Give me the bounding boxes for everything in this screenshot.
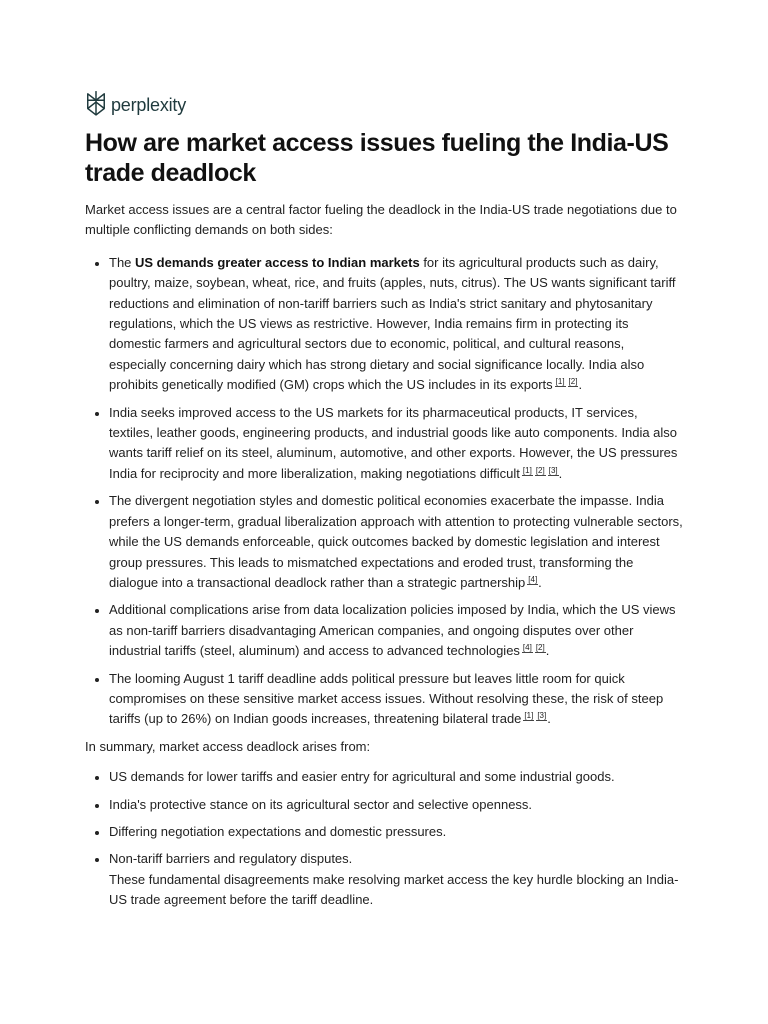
citation-link[interactable]: [3] xyxy=(537,711,547,721)
citation-link[interactable]: [1] xyxy=(522,465,532,475)
list-item xyxy=(109,253,683,396)
bullet-end: . xyxy=(538,574,542,590)
list-item xyxy=(109,767,683,787)
brand-header[interactable] xyxy=(85,90,186,121)
perplexity-logo-icon xyxy=(85,90,111,121)
summary-item-text: India's protective stance on its agricultural sector and selective openness. xyxy=(109,796,533,812)
list-item xyxy=(109,403,683,485)
citation-link[interactable]: [2] xyxy=(568,376,578,386)
key-points-list xyxy=(85,253,683,730)
list-item xyxy=(109,600,683,661)
citation-link[interactable]: [4] xyxy=(528,574,538,584)
summary-intro: In summary, market access deadlock arises from: xyxy=(85,738,371,754)
list-item xyxy=(109,491,683,593)
summary-list xyxy=(85,767,683,910)
bullet-text: for its agricultural products such as dairy, poultry, maize, soybean, wheat, rice, and fruits (apples, nuts, citrus). The US wants significant tariff reductions and elimination of non-tariff barriers such as India's strict sanitary and phytosanitary regulations, which the US views as restrictive. However, India remains firm in protecting its domestic farmers and agricultural sectors due to economic, political, and cultural reasons, especially concerning dairy which has strong dietary and social significance locally. India also prohibits genetically modified (GM) crops which the US includes in its exports xyxy=(109,254,676,393)
list-item xyxy=(109,795,683,815)
bullet-prefix: The xyxy=(109,254,136,270)
bullet-emphasis: US demands greater access to Indian markets xyxy=(135,254,420,270)
intro-paragraph: Market access issues are a central factor fueling the deadlock in the India-US trade negotiations due to multiple conflicting demands on both sides: xyxy=(85,202,677,238)
closing-text: These fundamental disagreements make resolving market access the key hurdle blocking an India-US trade agreement before the tariff deadline. xyxy=(109,871,679,908)
brand-name: perplexity xyxy=(111,95,187,115)
bullet-end: . xyxy=(558,465,563,481)
answer-content xyxy=(85,200,683,918)
citation-link[interactable]: [1] xyxy=(524,711,534,721)
citation-link[interactable]: [4] xyxy=(522,642,532,652)
bullet-text: India seeks improved access to the US markets for its pharmaceutical products, IT services, textiles, leather goods, engineering products, and industrial goods like auto components. India also wants tariff relief on its steel, aluminum, automotive, and other exports. However, the US pressures India for reciprocity and more liberalization, making negotiations difficult xyxy=(109,404,678,481)
citation-link[interactable]: [2] xyxy=(535,465,545,475)
bullet-text: Additional complications arise from data localization policies imposed by India, which the US views as non-tariff barriers disadvantaging American companies, and ongoing disputes over other industrial tariffs (steel, aluminum) and access to advanced technologies xyxy=(109,602,676,659)
citation-link[interactable]: [3] xyxy=(548,465,558,475)
citation-link[interactable]: [1] xyxy=(555,376,565,386)
bullet-end: . xyxy=(547,711,551,727)
list-item xyxy=(109,822,683,842)
list-item xyxy=(109,669,683,730)
citation-link[interactable]: [2] xyxy=(535,642,545,652)
page-title: How are market access issues fueling the India-US trade deadlock xyxy=(85,129,669,187)
bullet-text: The divergent negotiation styles and domestic political economies exacerbate the impasse. India prefers a longer-term, gradual liberalization approach with attention to protecting vulnerable sectors, while the US demands enforceable, quick outcomes backed by domestic legislation and interest group pressures. This leads to mismatched expectations and eroded trust, transforming the dialogue into a transactional deadlock rather than a strategic partnership xyxy=(109,493,683,590)
summary-item-text: US demands for lower tariffs and easier entry for agricultural and some industrial goods. xyxy=(109,769,615,785)
summary-item-text: Differing negotiation expectations and domestic pressures. xyxy=(109,823,447,839)
bullet-end: . xyxy=(545,643,550,659)
bullet-text: The looming August 1 tariff deadline adds political pressure but leaves little room for quick compromises on these sensitive market access issues. Without resolving these, the risk of steep tariffs (up to 26%) on Indian goods increases, threatening bilateral trade xyxy=(109,670,664,727)
bullet-end: . xyxy=(578,377,583,393)
list-item xyxy=(109,849,683,910)
summary-item-text: Non-tariff barriers and regulatory disputes. xyxy=(109,851,353,867)
